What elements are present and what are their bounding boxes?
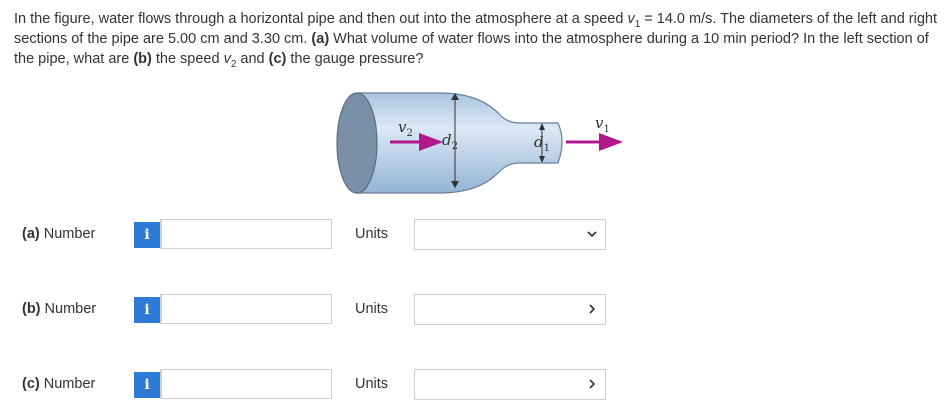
info-icon[interactable]: i	[134, 297, 160, 323]
units-label: Units	[355, 226, 389, 242]
answer-row-a	[0, 217, 950, 253]
d2-label: $d_2$	[442, 131, 458, 152]
number-label: Number	[43, 376, 96, 392]
part-letter: (a)	[22, 226, 40, 242]
number-label: Number	[44, 301, 97, 317]
part-b-label	[22, 301, 96, 317]
d1-label: $d_1$	[534, 133, 550, 154]
number-input-a[interactable]	[160, 219, 332, 249]
part-letter: (b)	[22, 301, 41, 317]
part-letter: (c)	[22, 376, 40, 392]
units-label: Units	[355, 376, 389, 392]
units-select-a[interactable]	[414, 219, 606, 250]
units-select-b[interactable]	[414, 294, 606, 325]
answer-row-b	[0, 292, 950, 328]
answer-row-c	[0, 367, 950, 403]
pipe-body	[357, 93, 562, 193]
chevron-down-icon	[587, 229, 597, 239]
info-icon[interactable]: i	[134, 222, 160, 248]
info-icon[interactable]: i	[134, 372, 160, 398]
pipe-left-opening	[337, 93, 377, 193]
units-select-c[interactable]	[414, 369, 606, 400]
pipe-figure	[330, 90, 630, 200]
part-c-label	[22, 376, 95, 392]
part-a-label	[22, 226, 95, 242]
number-input-b[interactable]	[160, 294, 332, 324]
chevron-right-icon	[587, 379, 597, 389]
question-text: In the figure, water flows through a horizontal pipe and then out into the atmosphere at a speed $v_1 = 14.0$ m/s. The diameters of the left and right sections of the pipe are 5.00 cm and 3.30 cm. (a) What volume of water flows into the atmosphere during a 10 min period? In the left section of the pipe, what are (b) the speed $v_2$ and (c) the gauge pressure?	[14, 11, 937, 70]
units-label: Units	[355, 301, 389, 317]
v1-label: $v_1$	[595, 114, 610, 135]
pipe-diagram	[330, 90, 630, 200]
number-label: Number	[43, 226, 96, 242]
number-input-c[interactable]	[160, 369, 332, 399]
v2-label: $v_2$	[398, 118, 413, 139]
chevron-right-icon	[587, 304, 597, 314]
